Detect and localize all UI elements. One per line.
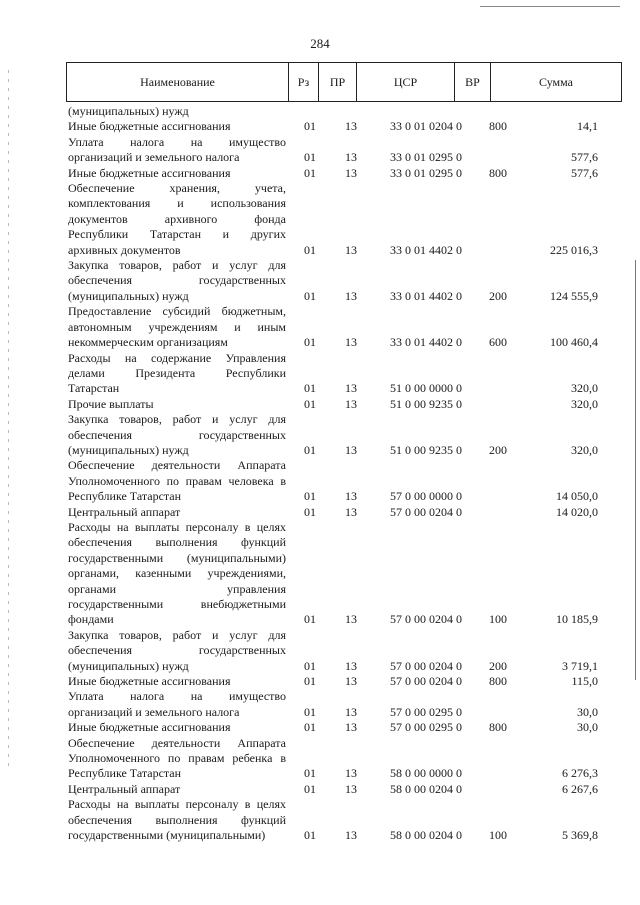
row-vr: 800 xyxy=(489,720,507,735)
row-rz: 01 xyxy=(304,489,316,504)
row-name-line: обеспечения выполнения функций xyxy=(68,812,286,827)
row-name-line: организаций и земельного налога xyxy=(68,704,240,719)
row-csr: 57 0 00 0000 0 xyxy=(390,489,462,504)
row-sum: 577,6 xyxy=(571,165,598,180)
header-vr: ВР xyxy=(455,63,491,101)
row-name-line: Уплата налога на имущество xyxy=(68,689,286,704)
row-csr: 51 0 00 9235 0 xyxy=(390,396,462,411)
row-name-line: Расходы на выплаты персоналу в целях xyxy=(68,797,286,812)
row-name xyxy=(68,782,288,797)
row-csr: 33 0 01 0204 0 xyxy=(390,119,462,134)
row-name xyxy=(68,119,288,134)
row-name xyxy=(68,412,288,458)
table-row xyxy=(68,412,598,458)
row-pr: 13 xyxy=(345,704,357,719)
row-name-line: обеспечения выполнения функций xyxy=(68,535,286,550)
row-pr: 13 xyxy=(345,489,357,504)
table-row xyxy=(68,258,598,304)
row-name xyxy=(68,304,288,350)
row-name-line: (муниципальных) нужд xyxy=(68,442,189,457)
row-name-line: Уплата налога на имущество xyxy=(68,134,286,149)
row-sum: 6 276,3 xyxy=(562,766,598,781)
row-name-line: Закупка товаров, работ и услуг для xyxy=(68,412,286,427)
row-name-line: Уполномоченного по правам человека в xyxy=(68,473,286,488)
row-name-line: обеспечения государственных xyxy=(68,273,286,288)
scan-edge-artifact xyxy=(480,6,620,7)
row-name xyxy=(68,166,288,181)
row-name xyxy=(68,505,288,520)
row-pr: 13 xyxy=(345,442,357,457)
row-rz: 01 xyxy=(304,396,316,411)
row-name-line: Республике Татарстан xyxy=(68,766,182,781)
row-csr: 33 0 01 4402 0 xyxy=(390,288,462,303)
row-rz: 01 xyxy=(304,242,316,257)
row-name xyxy=(68,689,288,720)
row-csr: 58 0 00 0000 0 xyxy=(390,766,462,781)
header-name: Наименование xyxy=(67,63,289,101)
row-name-line: фондами xyxy=(68,612,114,627)
row-rz: 01 xyxy=(304,612,316,627)
row-name-line: Иные бюджетные ассигнования xyxy=(68,674,231,689)
row-csr: 57 0 00 0204 0 xyxy=(390,674,462,689)
row-csr: 57 0 00 0204 0 xyxy=(390,612,462,627)
row-rz: 01 xyxy=(304,335,316,350)
row-name-line: Татарстан xyxy=(68,381,120,396)
row-name-line: Иные бюджетные ассигнования xyxy=(68,165,231,180)
row-pr: 13 xyxy=(345,781,357,796)
row-vr: 800 xyxy=(489,119,507,134)
header-sum: Сумма xyxy=(539,74,573,89)
table-row xyxy=(68,181,598,258)
row-rz: 01 xyxy=(304,674,316,689)
row-sum: 30,0 xyxy=(577,704,598,719)
row-sum: 14 020,0 xyxy=(556,504,598,519)
row-rz: 01 xyxy=(304,150,316,165)
row-pr: 13 xyxy=(345,242,357,257)
table-body xyxy=(68,104,598,844)
row-sum: 3 719,1 xyxy=(562,658,598,673)
row-name-line: Обеспечение деятельности Аппарата xyxy=(68,735,286,750)
row-pr: 13 xyxy=(345,504,357,519)
scan-edge-artifact xyxy=(635,260,636,680)
row-name-line: Предоставление субсидий бюджетным, xyxy=(68,304,286,319)
row-vr: 200 xyxy=(489,288,507,303)
row-pr: 13 xyxy=(345,674,357,689)
table-row xyxy=(68,135,598,166)
row-name xyxy=(68,104,288,119)
row-pr: 13 xyxy=(345,288,357,303)
row-pr: 13 xyxy=(345,165,357,180)
row-name xyxy=(68,520,288,628)
row-name xyxy=(68,797,288,843)
row-name xyxy=(68,181,288,258)
row-rz: 01 xyxy=(304,504,316,519)
table-row xyxy=(68,397,598,412)
row-pr: 13 xyxy=(345,396,357,411)
row-vr: 800 xyxy=(489,674,507,689)
table-row xyxy=(68,689,598,720)
row-pr: 13 xyxy=(345,828,357,843)
row-sum: 320,0 xyxy=(571,381,598,396)
table-row xyxy=(68,674,598,689)
table-row xyxy=(68,119,598,134)
row-sum: 124 555,9 xyxy=(550,288,598,303)
row-name-line: государственными (муниципальными) xyxy=(68,828,266,843)
row-sum: 225 016,3 xyxy=(550,242,598,257)
row-vr: 200 xyxy=(489,442,507,457)
row-name-line: Прочие выплаты xyxy=(68,396,154,411)
row-name xyxy=(68,720,288,735)
row-csr: 57 0 00 0204 0 xyxy=(390,658,462,673)
row-csr: 51 0 00 9235 0 xyxy=(390,442,462,457)
row-name-line: комплектования и использования xyxy=(68,196,286,211)
row-sum: 115,0 xyxy=(571,674,598,689)
row-pr: 13 xyxy=(345,720,357,735)
row-sum: 320,0 xyxy=(571,396,598,411)
row-name-line: Обеспечение деятельности Аппарата xyxy=(68,458,286,473)
row-name xyxy=(68,351,288,397)
row-rz: 01 xyxy=(304,288,316,303)
row-name-line: обеспечения государственных xyxy=(68,643,286,658)
row-pr: 13 xyxy=(345,150,357,165)
row-rz: 01 xyxy=(304,766,316,781)
row-name-line: Расходы на выплаты персоналу в целях xyxy=(68,519,286,534)
table-header xyxy=(66,62,622,102)
row-sum: 320,0 xyxy=(571,442,598,457)
row-sum: 577,6 xyxy=(571,150,598,165)
row-name-line: Расходы на содержание Управления xyxy=(68,350,286,365)
table-row xyxy=(68,166,598,181)
row-name-line: обеспечения государственных xyxy=(68,427,286,442)
row-vr: 100 xyxy=(489,828,507,843)
row-name-line: Иные бюджетные ассигнования xyxy=(68,119,231,134)
row-sum: 100 460,4 xyxy=(550,335,598,350)
table-row xyxy=(68,797,598,843)
row-csr: 58 0 00 0204 0 xyxy=(390,781,462,796)
row-name xyxy=(68,674,288,689)
table-row xyxy=(68,458,598,504)
row-name xyxy=(68,458,288,504)
row-name-line: (муниципальных) нужд xyxy=(68,658,189,673)
header-csr: ЦСР xyxy=(357,63,455,101)
row-name xyxy=(68,628,288,674)
row-pr: 13 xyxy=(345,658,357,673)
row-name-line: (муниципальных) нужд xyxy=(68,288,189,303)
row-sum: 14,1 xyxy=(577,119,598,134)
header-rz: Рз xyxy=(289,63,319,101)
table-row xyxy=(68,720,598,735)
row-name-line: Центральный аппарат xyxy=(68,504,181,519)
row-name-line: организаций и земельного налога xyxy=(68,150,240,165)
table-row xyxy=(68,628,598,674)
row-name-line: Закупка товаров, работ и услуг для xyxy=(68,258,286,273)
row-csr: 58 0 00 0204 0 xyxy=(390,828,462,843)
row-csr: 57 0 00 0295 0 xyxy=(390,720,462,735)
row-pr: 13 xyxy=(345,766,357,781)
table-row xyxy=(68,782,598,797)
row-name-line: государственными (муниципальными) xyxy=(68,550,286,565)
row-name-line: государственными внебюджетными xyxy=(68,597,286,611)
row-rz: 01 xyxy=(304,381,316,396)
row-vr: 800 xyxy=(489,165,507,180)
row-csr: 33 0 01 4402 0 xyxy=(390,335,462,350)
row-name-line: Уполномоченного по правам ребенка в xyxy=(68,751,286,766)
table-row xyxy=(68,736,598,782)
row-name-line: Республики Татарстан и других xyxy=(68,227,286,242)
row-name-line: автономным учреждениям и иным xyxy=(68,319,286,334)
table-row xyxy=(68,520,598,628)
row-vr: 600 xyxy=(489,335,507,350)
row-csr: 33 0 01 0295 0 xyxy=(390,165,462,180)
row-name-line: документов архивного фонда xyxy=(68,211,286,226)
row-pr: 13 xyxy=(345,119,357,134)
table-row xyxy=(68,304,598,350)
row-csr: 33 0 01 0295 0 xyxy=(390,150,462,165)
row-name-line: Республике Татарстан xyxy=(68,489,182,504)
row-name-line: (муниципальных) нужд xyxy=(68,104,189,118)
scan-edge-artifact xyxy=(8,70,9,770)
row-rz: 01 xyxy=(304,704,316,719)
page-number: 284 xyxy=(310,36,330,51)
row-csr: 33 0 01 4402 0 xyxy=(390,242,462,257)
row-sum: 5 369,8 xyxy=(562,828,598,843)
row-name-line: делами Президента Республики xyxy=(68,365,286,380)
row-name xyxy=(68,397,288,412)
row-pr: 13 xyxy=(345,612,357,627)
row-name-line: органами, казенными учреждениями, xyxy=(68,566,286,581)
row-csr: 57 0 00 0295 0 xyxy=(390,704,462,719)
row-sum: 10 185,9 xyxy=(556,612,598,627)
row-pr: 13 xyxy=(345,381,357,396)
row-rz: 01 xyxy=(304,781,316,796)
row-name-line: Обеспечение хранения, учета, xyxy=(68,181,286,196)
row-vr: 200 xyxy=(489,658,507,673)
row-name-line: Центральный аппарат xyxy=(68,781,181,796)
row-name-line: органами управления xyxy=(68,581,286,596)
row-pr: 13 xyxy=(345,335,357,350)
row-sum: 30,0 xyxy=(577,720,598,735)
header-pr: ПР xyxy=(319,63,357,101)
row-sum: 14 050,0 xyxy=(556,489,598,504)
row-rz: 01 xyxy=(304,658,316,673)
row-name-line: архивных документов xyxy=(68,242,181,257)
row-rz: 01 xyxy=(304,720,316,735)
row-csr: 51 0 00 0000 0 xyxy=(390,381,462,396)
table-row xyxy=(68,104,598,119)
row-vr: 100 xyxy=(489,612,507,627)
table-row xyxy=(68,351,598,397)
row-name-line: некоммерческим организациям xyxy=(68,335,228,350)
row-name xyxy=(68,258,288,304)
table-row xyxy=(68,505,598,520)
row-csr: 57 0 00 0204 0 xyxy=(390,504,462,519)
row-rz: 01 xyxy=(304,828,316,843)
row-sum: 6 267,6 xyxy=(562,781,598,796)
row-name-line: Иные бюджетные ассигнования xyxy=(68,720,231,735)
row-rz: 01 xyxy=(304,119,316,134)
row-rz: 01 xyxy=(304,442,316,457)
row-name xyxy=(68,736,288,782)
row-rz: 01 xyxy=(304,165,316,180)
row-name xyxy=(68,135,288,166)
row-name-line: Закупка товаров, работ и услуг для xyxy=(68,627,286,642)
